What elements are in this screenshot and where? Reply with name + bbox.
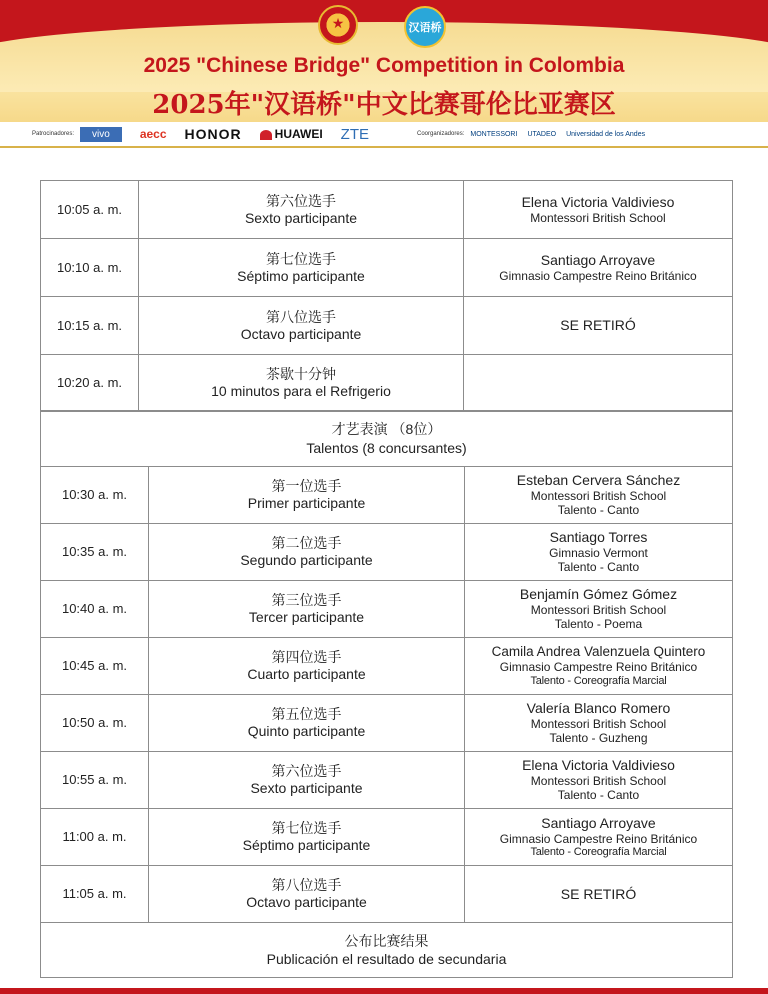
contestant-school: Montessori British School <box>530 774 667 788</box>
montessori-logo: MONTESSORI <box>470 130 518 138</box>
participant-es: Octavo participante <box>240 325 362 342</box>
contestant-talent: Talento - Coreografía Marcial <box>530 846 667 858</box>
time-cell: 10:35 a. m. <box>41 524 149 581</box>
table-row <box>41 297 733 355</box>
honor-logo: HONOR <box>184 126 242 142</box>
participant-cell <box>149 866 465 923</box>
time-cell: 10:20 a. m. <box>41 355 139 412</box>
participant-cell <box>149 581 465 638</box>
contestant-talent: Talento - Canto <box>557 788 640 803</box>
contestant-name: Santiago Arroyave <box>540 251 656 268</box>
contestant-name: Elena Victoria Valdivieso <box>521 193 675 210</box>
contestant-cell <box>465 467 733 524</box>
organizers-label: Coorganizadores: <box>417 131 465 137</box>
participant-zh: 第三位选手 <box>271 592 342 609</box>
participant-cell <box>149 524 465 581</box>
contestant-talent: Talento - Poema <box>554 617 643 632</box>
huawei-logo-text: HUAWEI <box>274 127 323 141</box>
sponsors-bar <box>0 122 768 148</box>
participant-cell <box>149 752 465 809</box>
participant-zh: 第一位选手 <box>271 478 342 495</box>
talents-header <box>40 410 733 467</box>
contestant-cell <box>465 809 733 866</box>
contestant-talent: Talento - Coreografía Marcial <box>530 674 667 687</box>
contestant-name: Benjamín Gómez Gómez <box>519 586 678 603</box>
participant-zh: 第四位选手 <box>271 649 342 666</box>
participant-cell <box>139 239 464 297</box>
table-row <box>41 524 733 581</box>
time-cell: 11:00 a. m. <box>41 809 149 866</box>
participant-zh: 第八位选手 <box>271 877 342 894</box>
participant-cell <box>139 181 464 239</box>
time-cell: 10:55 a. m. <box>41 752 149 809</box>
participant-zh: 第七位选手 <box>271 820 342 837</box>
participant-es: Séptimo participante <box>237 267 365 284</box>
schedule-table-part2 <box>40 466 733 923</box>
time-cell: 10:50 a. m. <box>41 695 149 752</box>
participant-zh: 茶歇十分钟 <box>266 366 336 383</box>
contestant-name: Valería Blanco Romero <box>526 700 671 717</box>
time-cell: 11:05 a. m. <box>41 866 149 923</box>
contestant-talent: Talento - Guzheng <box>549 731 648 746</box>
contestant-school: Montessori British School <box>530 717 667 731</box>
table-row <box>41 355 733 412</box>
participant-cell <box>149 809 465 866</box>
contestant-cell <box>465 524 733 581</box>
aecc-logo: aecc <box>139 127 167 141</box>
contestant-school: Gimnasio Campestre Reino Británico <box>499 831 698 846</box>
contestant-school: Montessori British School <box>530 603 667 617</box>
time-cell: 10:15 a. m. <box>41 297 139 355</box>
talents-header-es: Talentos (8 concursantes) <box>306 439 467 456</box>
participant-zh: 第五位选手 <box>271 706 342 723</box>
participant-cell <box>139 355 464 412</box>
title-english: 2025 "Chinese Bridge" Competition in Colombia <box>143 54 625 77</box>
participant-es: 10 minutos para el Refrigerio <box>211 383 391 399</box>
participant-es: Octavo participante <box>246 894 367 910</box>
table-row <box>41 467 733 524</box>
contestant-name: Esteban Cervera Sánchez <box>516 472 681 489</box>
contestant-cell <box>465 638 733 695</box>
contestant-cell <box>465 581 733 638</box>
footer-bar <box>0 988 768 994</box>
huawei-flower-icon <box>260 130 272 140</box>
participant-cell <box>149 467 465 524</box>
participant-es: Sexto participante <box>244 209 358 226</box>
schedule-table-part1 <box>40 180 733 412</box>
participant-zh: 第二位选手 <box>271 535 342 552</box>
huawei-logo <box>260 127 323 141</box>
contestant-name: Camila Andrea Valenzuela Quintero <box>491 644 706 660</box>
time-cell: 10:45 a. m. <box>41 638 149 695</box>
sponsors-label: Patrocinadores: <box>32 131 75 137</box>
participant-zh: 第六位选手 <box>271 763 342 780</box>
contestant-cell <box>464 355 733 412</box>
contestant-cell <box>464 181 733 239</box>
participant-zh: 第七位选手 <box>266 250 336 267</box>
table-row <box>41 581 733 638</box>
time-cell: 10:40 a. m. <box>41 581 149 638</box>
participant-es: Quinto participante <box>247 723 366 739</box>
emblem-star-icon: ★ <box>331 15 345 31</box>
contestant-school: Montessori British School <box>530 489 667 503</box>
contestant-cell <box>465 695 733 752</box>
table-row <box>41 695 733 752</box>
contestant-name: SE RETIRÓ <box>560 885 637 902</box>
participant-es: Séptimo participante <box>242 837 371 853</box>
contestant-name: SE RETIRÓ <box>560 317 636 334</box>
participant-es: Tercer participante <box>248 609 365 625</box>
results-zh: 公布比赛结果 <box>344 932 429 949</box>
table-row <box>41 181 733 239</box>
participant-zh: 第八位选手 <box>266 308 336 325</box>
participant-cell <box>149 695 465 752</box>
time-cell: 10:05 a. m. <box>41 181 139 239</box>
contestant-cell <box>464 239 733 297</box>
title-chinese: 2025年"汉语桥"中文比赛哥伦比亚赛区 <box>152 90 616 120</box>
results-announcement <box>40 922 733 978</box>
participant-es: Cuarto participante <box>247 666 366 682</box>
chinese-bridge-logo: 汉语桥 <box>404 6 446 48</box>
contestant-school: Gimnasio Vermont <box>549 546 648 560</box>
time-cell: 10:10 a. m. <box>41 239 139 297</box>
participant-es: Primer participante <box>247 495 366 511</box>
contestant-cell <box>464 297 733 355</box>
table-row <box>41 809 733 866</box>
contestant-name: Santiago Arroyave <box>541 814 656 831</box>
vivo-logo: vivo <box>80 127 122 142</box>
contestant-school: Gimnasio Campestre Reino Británico <box>499 268 697 283</box>
table-row <box>41 752 733 809</box>
participant-cell <box>139 297 464 355</box>
uniandes-logo: Universidad de los Andes <box>566 130 646 138</box>
table-row <box>41 866 733 923</box>
participant-cell <box>149 638 465 695</box>
participant-es: Segundo participante <box>240 552 373 568</box>
national-emblem-icon <box>318 5 358 45</box>
results-es: Publicación el resultado de secundaria <box>266 951 507 967</box>
time-cell: 10:30 a. m. <box>41 467 149 524</box>
contestant-name: Santiago Torres <box>549 529 648 546</box>
utadeo-logo: UTADEO <box>527 130 557 138</box>
participant-es: Sexto participante <box>250 780 363 796</box>
contestant-cell <box>465 866 733 923</box>
contestant-talent: Talento - Canto <box>557 503 640 518</box>
contestant-school: Montessori British School <box>530 210 666 225</box>
contestant-cell <box>465 752 733 809</box>
table-row <box>41 239 733 297</box>
header-banner <box>0 0 768 122</box>
contestant-talent: Talento - Canto <box>557 560 640 575</box>
talents-header-zh: 才艺表演 （8位） <box>331 421 442 438</box>
zte-logo: ZTE <box>340 125 369 143</box>
contestant-name: Elena Victoria Valdivieso <box>522 757 675 774</box>
contestant-school: Gimnasio Campestre Reino Británico <box>499 660 698 675</box>
table-row <box>41 638 733 695</box>
participant-zh: 第六位选手 <box>266 192 336 209</box>
